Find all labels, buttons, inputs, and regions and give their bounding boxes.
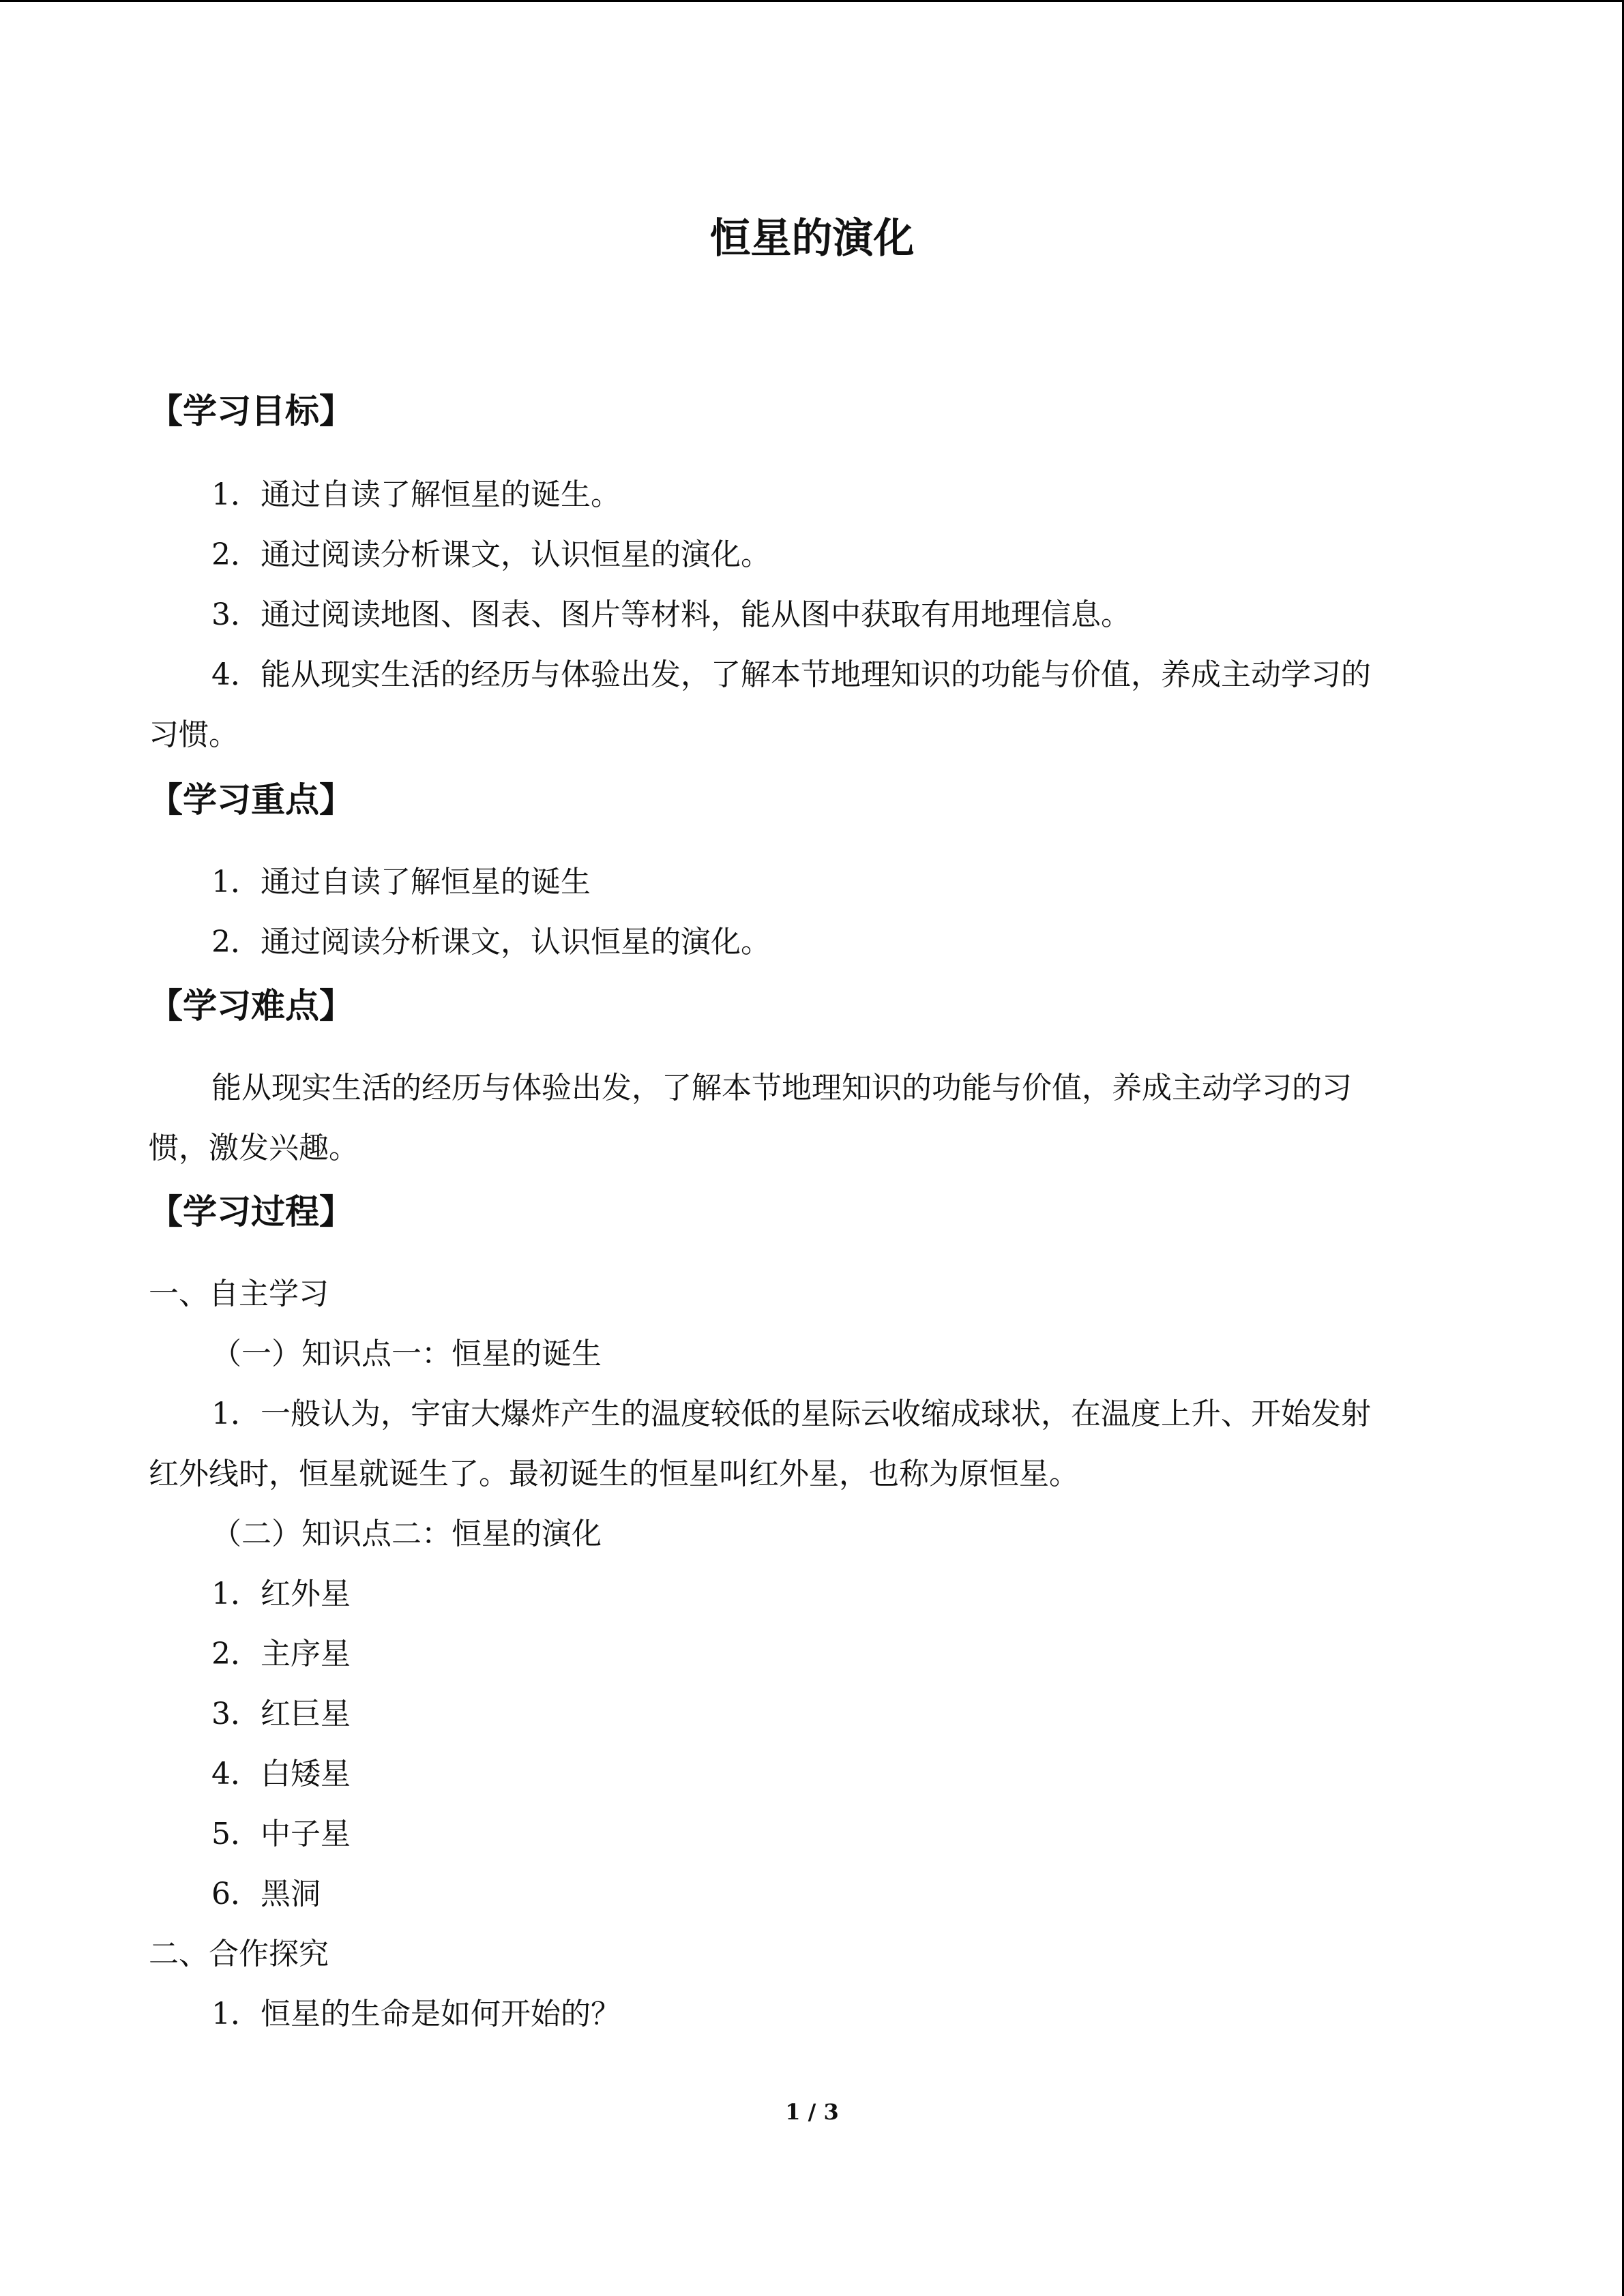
stage-item: 6．黑洞 <box>211 1877 321 1911</box>
key-points-heading: 【学习重点】 <box>149 780 353 820</box>
objective-item: 2．通过阅读分析课文，认识恒星的演化。 <box>211 537 771 572</box>
knowledge-point1-title: （一）知识点一：恒星的诞生 <box>211 1337 602 1371</box>
stage-item: 3．红巨星 <box>211 1697 351 1731</box>
stage-item: 4．白矮星 <box>211 1757 351 1791</box>
page-title: 恒星的演化 <box>709 215 915 263</box>
page-number: 1 / 3 <box>785 2099 839 2125</box>
question-item: 1．恒星的生命是如何开始的？ <box>211 1997 621 2031</box>
knowledge-point1-text-line2: 红外线时，恒星就诞生了。最初诞生的恒星叫红外星，也称为原恒星。 <box>149 1457 1079 1491</box>
objective-item: 4．能从现实生活的经历与体验出发，了解本节地理知识的功能与价值，养成主动学习的 <box>211 657 1371 692</box>
stage-item: 2．主序星 <box>211 1637 351 1671</box>
part1-title: 一、自主学习 <box>149 1277 329 1311</box>
objective-item: 3．通过阅读地图、图表、图片等材料，能从图中获取有用地理信息。 <box>211 597 1131 632</box>
part2-title: 二、合作探究 <box>149 1937 329 1971</box>
difficulties-heading: 【学习难点】 <box>149 986 353 1026</box>
key-point-item: 2．通过阅读分析课文，认识恒星的演化。 <box>211 925 771 959</box>
stage-item: 5．中子星 <box>211 1817 351 1851</box>
stage-item: 1．红外星 <box>211 1577 351 1611</box>
knowledge-point2-title: （二）知识点二：恒星的演化 <box>211 1517 602 1551</box>
difficulty-text-line2: 惯，激发兴趣。 <box>149 1131 359 1165</box>
process-heading: 【学习过程】 <box>149 1192 353 1232</box>
difficulty-text-line1: 能从现实生活的经历与体验出发，了解本节地理知识的功能与价值，养成主动学习的习 <box>211 1071 1352 1105</box>
knowledge-point1-text-line1: 1．一般认为，宇宙大爆炸产生的温度较低的星际云收缩成球状，在温度上升、开始发射 <box>211 1397 1371 1431</box>
objectives-heading: 【学习目标】 <box>149 391 353 431</box>
objective-item-continuation: 习惯。 <box>149 717 239 752</box>
objective-item: 1．通过自读了解恒星的诞生。 <box>211 477 621 512</box>
key-point-item: 1．通过自读了解恒星的诞生 <box>211 865 591 899</box>
